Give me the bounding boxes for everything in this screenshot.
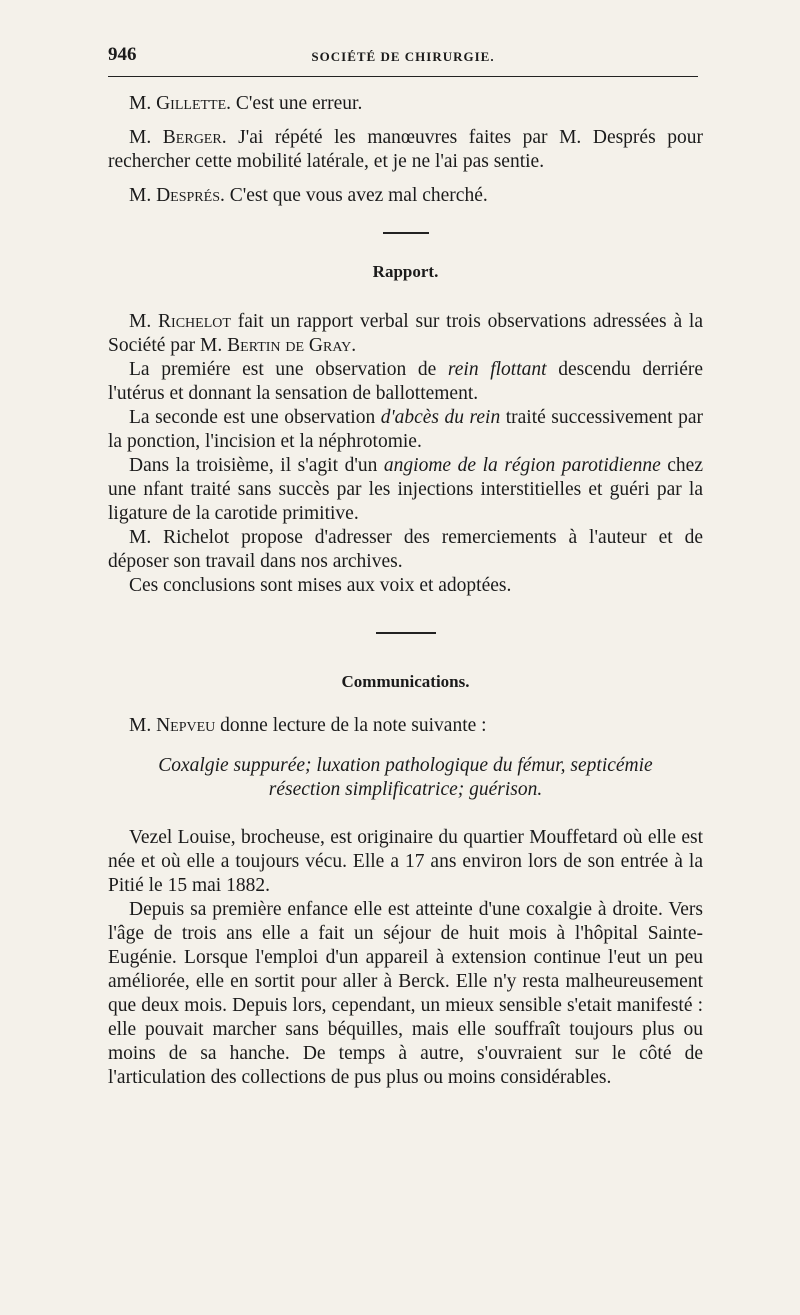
page-header [108,44,698,74]
paragraph: M. Richelot fait un rapport verbal sur trois observations adressées à la Société par M. Bertin de Gray. [108,311,703,356]
page-number: 946 [108,44,137,65]
paragraph: Ces conclusions sont mises aux voix et adoptées. [129,575,512,596]
page-body [108,92,703,1090]
paragraph: M. Richelot propose d'adresser des remerciements à l'auteur et de déposer son travail dans nos archives. [108,527,703,572]
article-title-line: résection simplificatrice; guérison. [268,779,543,800]
header-rule [108,76,698,77]
paragraph: Vezel Louise, brocheuse, est originaire du quartier Mouffetard où elle est née et où elle a toujours vécu. Elle a 17 ans environ lors de son entrée à la Pitié le 15 mai 1882. [108,827,703,896]
paragraph: M. Nepveu donne lecture de la note suivante : [129,715,487,736]
speaker-name: Després [156,185,220,206]
section-divider [383,232,429,234]
article-title-line: Coxalgie suppurée; luxation pathologique du fémur, septicémie [158,755,653,776]
paragraph: Dans la troisième, il s'agit d'un angiome de la région parotidienne chez une nfant traité sans succès par les injections interstitielles et guéri par la ligature de la carotide primitive. [108,455,703,524]
section-heading-rapport: Rapport. [372,262,439,281]
paragraph: Depuis sa première enfance elle est atteinte d'une coxalgie à droite. Vers l'âge de trois ans elle a fait un séjour de huit mois à l'hôpital Sainte-Eugénie. Lorsque l'emploi d'un appareil à extension continue l'eut un peu améliorée, elle en sortit pour aller à Berck. Elle n'y resta malheureusement que deux mois. Depuis lors, cependant, un mieux sensible s'etait manifesté : elle pouvait marcher sans béquilles, mais elle souffraît toujours plus ou moins de sa hanche. De temps à autre, s'ouvraient sur le côté de l'articulation des collections de pus plus ou moins considérables. [108,899,703,1088]
speaker-name: Gillette [156,93,227,114]
section-divider [376,632,436,634]
paragraph: M. Gillette. C'est une erreur. [129,93,363,114]
section-heading-communications: Communications. [341,672,470,691]
running-head: SOCIÉTÉ DE CHIRURGIE. [311,49,495,64]
paragraph: La premiére est une observation de rein flottant descendu derriére l'utérus et donnant la sensation de ballottement. [108,359,704,404]
speaker-name: Berger [162,127,222,148]
author-name: Bertin de Gray [227,335,352,356]
paragraph: La seconde est une observation d'abcès du rein traité successivement par la ponction, l'incision et la néphrotomie. [108,407,704,452]
speaker-name: Richelot [158,311,231,332]
paragraph: M. Berger. J'ai répété les manœuvres faites par M. Després pour rechercher cette mobilité latérale, et je ne l'ai pas sentie. [108,127,703,172]
speaker-name: Nepveu [156,715,216,736]
paragraph: M. Després. C'est que vous avez mal cherché. [129,185,488,206]
